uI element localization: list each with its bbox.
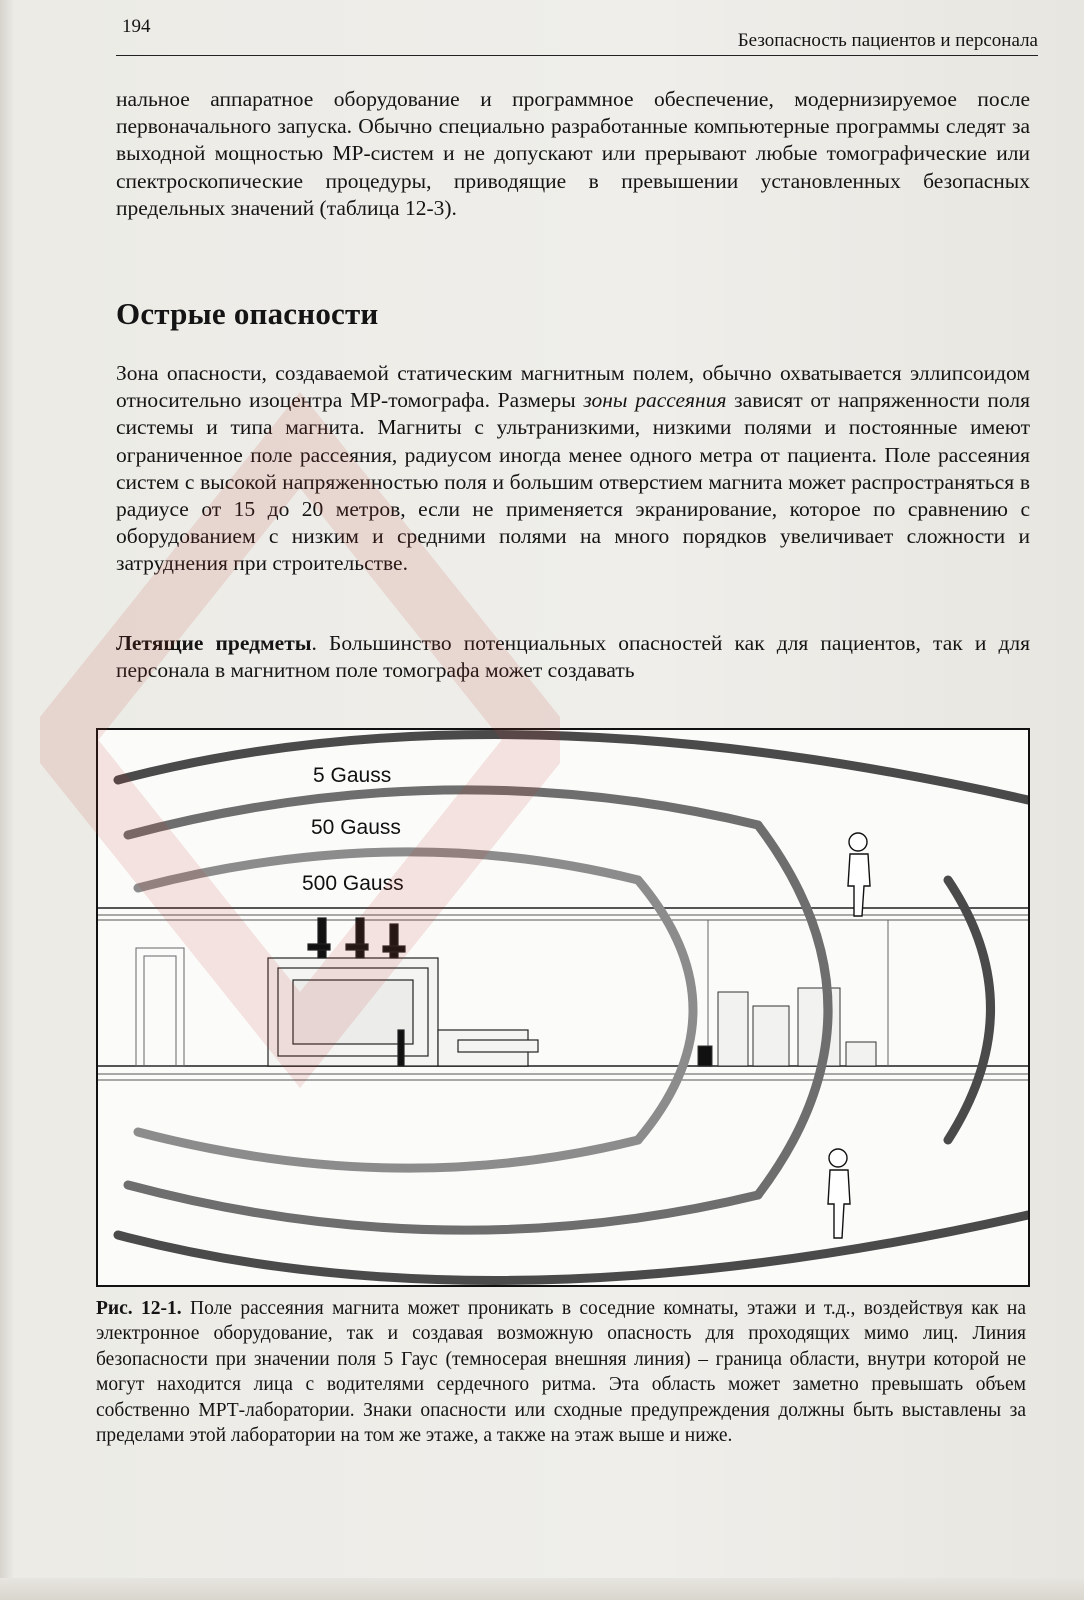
paragraph-2-text [116, 360, 1030, 578]
page-number: 194 [122, 16, 151, 37]
body-paragraph-3 [116, 630, 1030, 684]
paragraph-1-text: нальное аппаратное оборудование и программное обеспечение, модернизируемое после первоначального запуска. Обычно специально разработанные компьютерные программы следят за выходной мощностью МР-систем и не допускают или прерывают любые томографические или спектроскопические процедуры, приводящие в превышении установленных безопасных предельных значений (таблица 12-3). [116, 87, 1030, 220]
body-paragraph-1 [116, 86, 1030, 222]
paragraph-3-text [116, 630, 1030, 684]
control-room-equipment [698, 988, 876, 1066]
section-title: Острые опасности [116, 296, 379, 331]
figure-caption-text: Поле рассеяния магнита может проникать в соседние комнаты, этажи и т.д., воздействуя как на электронное оборудование, так и создавая возможную опасность для проходящих мимо лиц. Линия безопасности при значении поля 5 Гаус (темносерая внешняя линия) – граница области, внутри которой не могут находится лица с водителями сердечного ритма. Эта область может заметно превышать объем собственно МРТ-лаборатории. Знаки опасности или сходные предупреждения должны быть выставлены за пределами этой лаборатории на том же этаже, а также на этаж выше и ниже. [96, 1298, 1027, 1447]
running-head: Безопасность пациентов и персонала [737, 30, 1038, 51]
stray-field-term: зоны рассеяния [583, 388, 727, 413]
header-rule [116, 55, 1038, 56]
page-bottom-edge [0, 1578, 1084, 1600]
label-50-gauss: 50 Gauss [311, 816, 401, 839]
stray-field-illustration [98, 730, 1028, 1285]
paragraph-2-part-1: Зона опасности, создаваемой статическим магнитным полем, обычно охватывается эллипсоидом относительно изоцентра МР-томографа. Размеры [116, 361, 1030, 413]
mri-scanner [268, 918, 538, 1066]
person-lower-floor-icon [828, 1149, 850, 1238]
run-in-heading: Летящие предметы [116, 631, 312, 655]
person-upper-floor-icon [848, 833, 870, 916]
figure-caption [96, 1296, 1026, 1448]
paragraph-3-body: . Большинство потенциальных опасностей как для пациентов, так и для персонала в магнитном поле томографа может создавать [116, 631, 1030, 683]
field-line-5-gauss [118, 735, 1028, 1281]
body-paragraph-2 [116, 360, 1030, 578]
paragraph-2-part-2: зависят от напряженности поля системы и типа магнита. Магниты с ультранизкими, низкими полями и постоянные имеют ограниченное поле рассеяния, радиусом иногда менее одного метра от пациента. Поле рассеяния систем с высокой напряженностью поля и большим отверстием магнита может распространяться в радиусе от 15 до 20 метров, если не применяется экранирование, которое по сравнению с оборудованием с низким и средними полями на много порядков увеличивает сложности и затруднения при строительстве. [116, 388, 1030, 576]
label-5-gauss: 5 Gauss [313, 764, 392, 787]
label-500-gauss: 500 Gauss [302, 872, 404, 895]
figure-stray-field [96, 728, 1030, 1287]
figure-caption-label: Рис. 12-1. [96, 1298, 182, 1319]
